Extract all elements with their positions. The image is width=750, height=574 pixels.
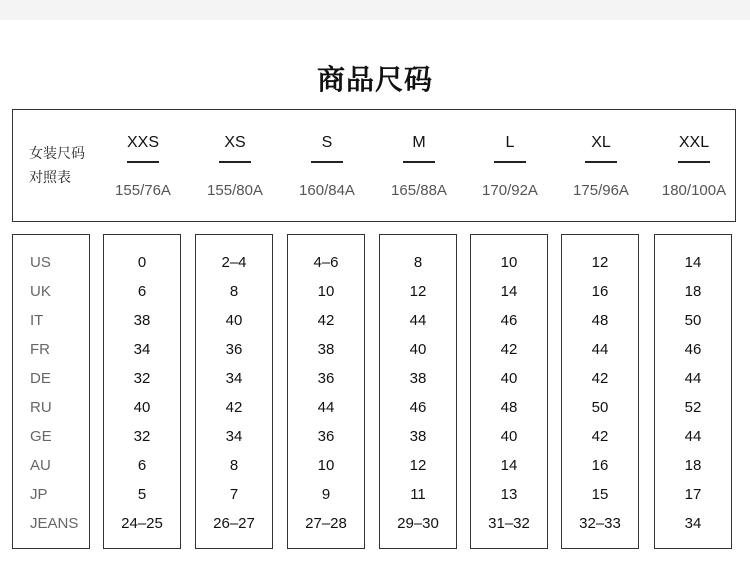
region-label-ru: RU <box>30 399 52 416</box>
size-value-cell: 44 <box>317 399 335 416</box>
size-name: XS <box>224 134 246 151</box>
size-value-cell: 34 <box>225 428 243 445</box>
size-value-cell: 46 <box>684 341 702 358</box>
size-column-s <box>287 234 365 549</box>
size-value-cell: 8 <box>229 283 239 300</box>
size-value-cell: 42 <box>225 399 243 416</box>
size-column-l <box>470 234 548 549</box>
size-header-box <box>12 109 736 222</box>
size-value-cell: 38 <box>133 312 151 329</box>
region-label-it: IT <box>30 312 44 329</box>
size-underline <box>311 161 343 163</box>
size-underline <box>127 161 159 163</box>
size-underline <box>585 161 617 163</box>
size-value-cell: 36 <box>225 341 243 358</box>
size-code: 175/96A <box>573 182 629 199</box>
region-label-us: US <box>30 254 51 271</box>
region-label-jp: JP <box>30 486 48 503</box>
region-label-uk: UK <box>30 283 51 300</box>
size-value-cell: 40 <box>500 370 518 387</box>
size-value-cell: 17 <box>684 486 702 503</box>
size-value-cell: 0 <box>137 254 147 271</box>
size-value-cell: 52 <box>684 399 702 416</box>
size-value-cell: 48 <box>591 312 609 329</box>
size-header-m <box>374 110 464 221</box>
size-value-cell: 27–28 <box>305 515 347 532</box>
size-name: XXS <box>126 134 159 151</box>
size-name: XXL <box>678 134 710 151</box>
size-value-cell: 5 <box>137 486 147 503</box>
size-underline <box>494 161 526 163</box>
size-value-cell: 7 <box>229 486 239 503</box>
size-value-cell: 46 <box>500 312 518 329</box>
size-value-cell: 14 <box>500 283 518 300</box>
size-value-cell: 34 <box>684 515 702 532</box>
size-value-cell: 8 <box>229 457 239 474</box>
size-value-cell: 10 <box>500 254 518 271</box>
size-value-cell: 44 <box>591 341 609 358</box>
region-column <box>12 234 90 549</box>
size-value-cell: 18 <box>684 283 702 300</box>
size-underline <box>403 161 435 163</box>
size-value-cell: 42 <box>500 341 518 358</box>
size-value-cell: 44 <box>409 312 427 329</box>
size-value-cell: 10 <box>317 457 335 474</box>
size-value-cell: 18 <box>684 457 702 474</box>
size-name: S <box>321 134 333 151</box>
size-value-cell: 50 <box>684 312 702 329</box>
size-code: 165/88A <box>391 182 447 199</box>
size-underline <box>219 161 251 163</box>
size-column-m <box>379 234 457 549</box>
size-value-cell: 14 <box>684 254 702 271</box>
chart-label <box>29 142 85 190</box>
size-code: 155/80A <box>207 182 263 199</box>
size-value-cell: 29–30 <box>397 515 439 532</box>
size-value-cell: 36 <box>317 370 335 387</box>
region-label-ge: GE <box>30 428 52 445</box>
size-code: 180/100A <box>661 182 727 199</box>
size-column-xl <box>561 234 639 549</box>
size-value-cell: 40 <box>225 312 243 329</box>
size-value-cell: 2–4 <box>221 254 247 271</box>
size-value-cell: 13 <box>500 486 518 503</box>
size-column-xs <box>195 234 273 549</box>
size-code: 160/84A <box>299 182 355 199</box>
size-value-cell: 44 <box>684 370 702 387</box>
size-value-cell: 36 <box>317 428 335 445</box>
size-value-cell: 11 <box>410 486 426 503</box>
size-header-xxl <box>649 110 739 221</box>
size-value-cell: 6 <box>137 283 147 300</box>
size-value-cell: 31–32 <box>488 515 530 532</box>
size-code: 155/76A <box>115 182 171 199</box>
size-column-xxl <box>654 234 732 549</box>
size-header-xs <box>190 110 280 221</box>
size-value-cell: 16 <box>591 457 609 474</box>
size-column-xxs <box>103 234 181 549</box>
chart-label-line2: 对照表 <box>29 170 71 186</box>
size-value-cell: 38 <box>317 341 335 358</box>
size-code: 170/92A <box>482 182 538 199</box>
size-header-s <box>282 110 372 221</box>
size-value-cell: 44 <box>684 428 702 445</box>
size-value-cell: 9 <box>321 486 331 503</box>
size-value-cell: 10 <box>317 283 335 300</box>
size-value-cell: 26–27 <box>213 515 255 532</box>
size-value-cell: 50 <box>591 399 609 416</box>
size-value-cell: 32–33 <box>579 515 621 532</box>
size-value-cell: 32 <box>133 428 151 445</box>
size-value-cell: 48 <box>500 399 518 416</box>
size-underline <box>678 161 710 163</box>
size-value-cell: 4–6 <box>313 254 339 271</box>
size-value-cell: 42 <box>591 428 609 445</box>
size-value-cell: 15 <box>591 486 609 503</box>
size-name: M <box>412 134 426 151</box>
size-value-cell: 32 <box>133 370 151 387</box>
top-band <box>0 0 750 20</box>
size-value-cell: 34 <box>133 341 151 358</box>
size-value-cell: 42 <box>317 312 335 329</box>
size-value-cell: 40 <box>133 399 151 416</box>
size-value-cell: 38 <box>409 370 427 387</box>
size-value-cell: 12 <box>409 457 427 474</box>
size-value-cell: 8 <box>413 254 423 271</box>
size-header-l <box>465 110 555 221</box>
size-value-cell: 14 <box>500 457 518 474</box>
size-value-cell: 46 <box>409 399 427 416</box>
size-name: XL <box>591 134 611 151</box>
size-value-cell: 6 <box>137 457 147 474</box>
size-value-cell: 40 <box>500 428 518 445</box>
size-header-xl <box>556 110 646 221</box>
size-value-cell: 34 <box>225 370 243 387</box>
region-label-fr: FR <box>30 341 50 358</box>
size-value-cell: 12 <box>409 283 427 300</box>
size-value-cell: 42 <box>591 370 609 387</box>
size-value-cell: 12 <box>591 254 609 271</box>
size-value-cell: 24–25 <box>121 515 163 532</box>
chart-label-line1: 女装尺码 <box>29 146 85 162</box>
size-value-cell: 40 <box>409 341 427 358</box>
size-value-cell: 16 <box>591 283 609 300</box>
size-header-xxs <box>98 110 188 221</box>
region-label-jeans: JEANS <box>30 515 79 532</box>
size-name: L <box>505 134 515 151</box>
region-label-au: AU <box>30 457 51 474</box>
size-value-cell: 38 <box>409 428 427 445</box>
region-label-de: DE <box>30 370 51 387</box>
page-title: 商品尺码 <box>316 63 433 96</box>
